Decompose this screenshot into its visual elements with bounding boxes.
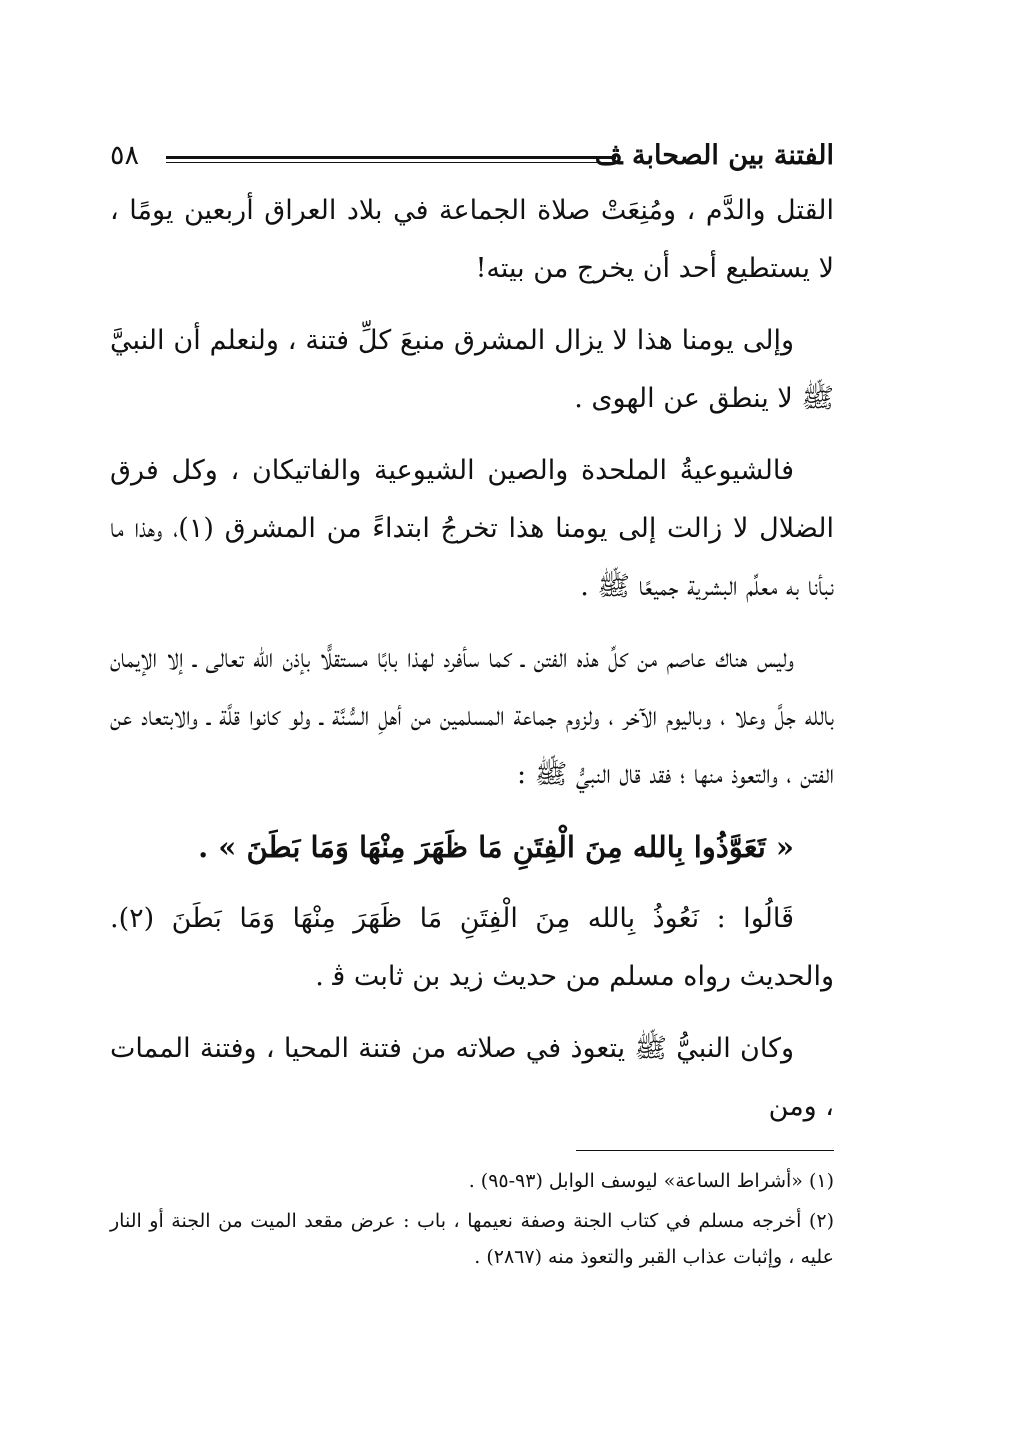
running-header [110, 138, 834, 182]
running-header-title: الفتنة بين الصحابة ﭫ [594, 140, 834, 171]
header-rule-thin [166, 162, 616, 163]
paragraph: فالشيوعيةُ الملحدة والصين الشيوعية والفاتيكان ، وكل فرق الضلال لا زالت إلى يومنا هذا تخرجُ ابتداءً من المشرق (١)، وهذا ما نبأنا به معلِّم البشرية جميعًا ﷺ . [110, 455, 834, 602]
footnotes [110, 1163, 834, 1275]
footnote-separator [576, 1150, 834, 1151]
header-rule [166, 156, 616, 159]
paragraph: وليس هناك عاصم من كلِّ هذه الفتن ـ كما سأفرد لهذا بابًا مستقلًّا بإذن الله تعالى ـ إلا الإيمان بالله جلَّ وعلا ، وباليوم الآخر ، ولزوم جماعة المسلمين من أهلِ السُّنَّة ـ ولو كانوا قلَّة ـ والابتعاد عن الفتن ، والتعوذ منها ؛ فقد قال النبيُّ ﷺ : [110, 643, 834, 790]
paragraph: قَالُوا : نَعُوذُ بِالله مِنَ الْفِتَنِ مَا ظَهَرَ مِنْهَا وَمَا بَطَنَ (٢). والحديث رواه مسلم من حديث زيد بن ثابت ﭬ . [110, 903, 834, 992]
body-text [110, 182, 834, 1136]
book-page [110, 138, 834, 1279]
paragraph: القتل والدَّم ، ومُنِعَتْ صلاة الجماعة في بلاد العراق أربعين يومًا ، لا يستطيع أحد أن يخرج من بيته! [110, 195, 834, 284]
hadith-quote: « تَعَوَّذُوا بِالله مِنَ الْفِتَنِ مَا ظَهَرَ مِنْهَا وَمَا بَطَنَ » . [198, 830, 794, 864]
paragraph: وإلى يومنا هذا لا يزال المشرق منبعَ كلِّ فتنة ، ولنعلم أن النبيَّ ﷺ لا ينطق عن الهوى . [110, 325, 834, 414]
footnote-1: (١) «أشراط الساعة» ليوسف الوابل (٩٣-٩٥) . [468, 1170, 834, 1192]
paragraph: وكان النبيُّ ﷺ يتعوذ في صلاته من فتنة المحيا ، وفتنة الممات ، ومن [110, 1033, 834, 1122]
footnote-2: (٢) أخرجه مسلم في كتاب الجنة وصفة نعيمها ، باب : عرض مقعد الميت من الجنة أو النار عليه ، وإثبات عذاب القبر والتعوذ منه (٢٨٦٧) . [110, 1210, 834, 1268]
page-number: ٥٨ [110, 140, 140, 171]
